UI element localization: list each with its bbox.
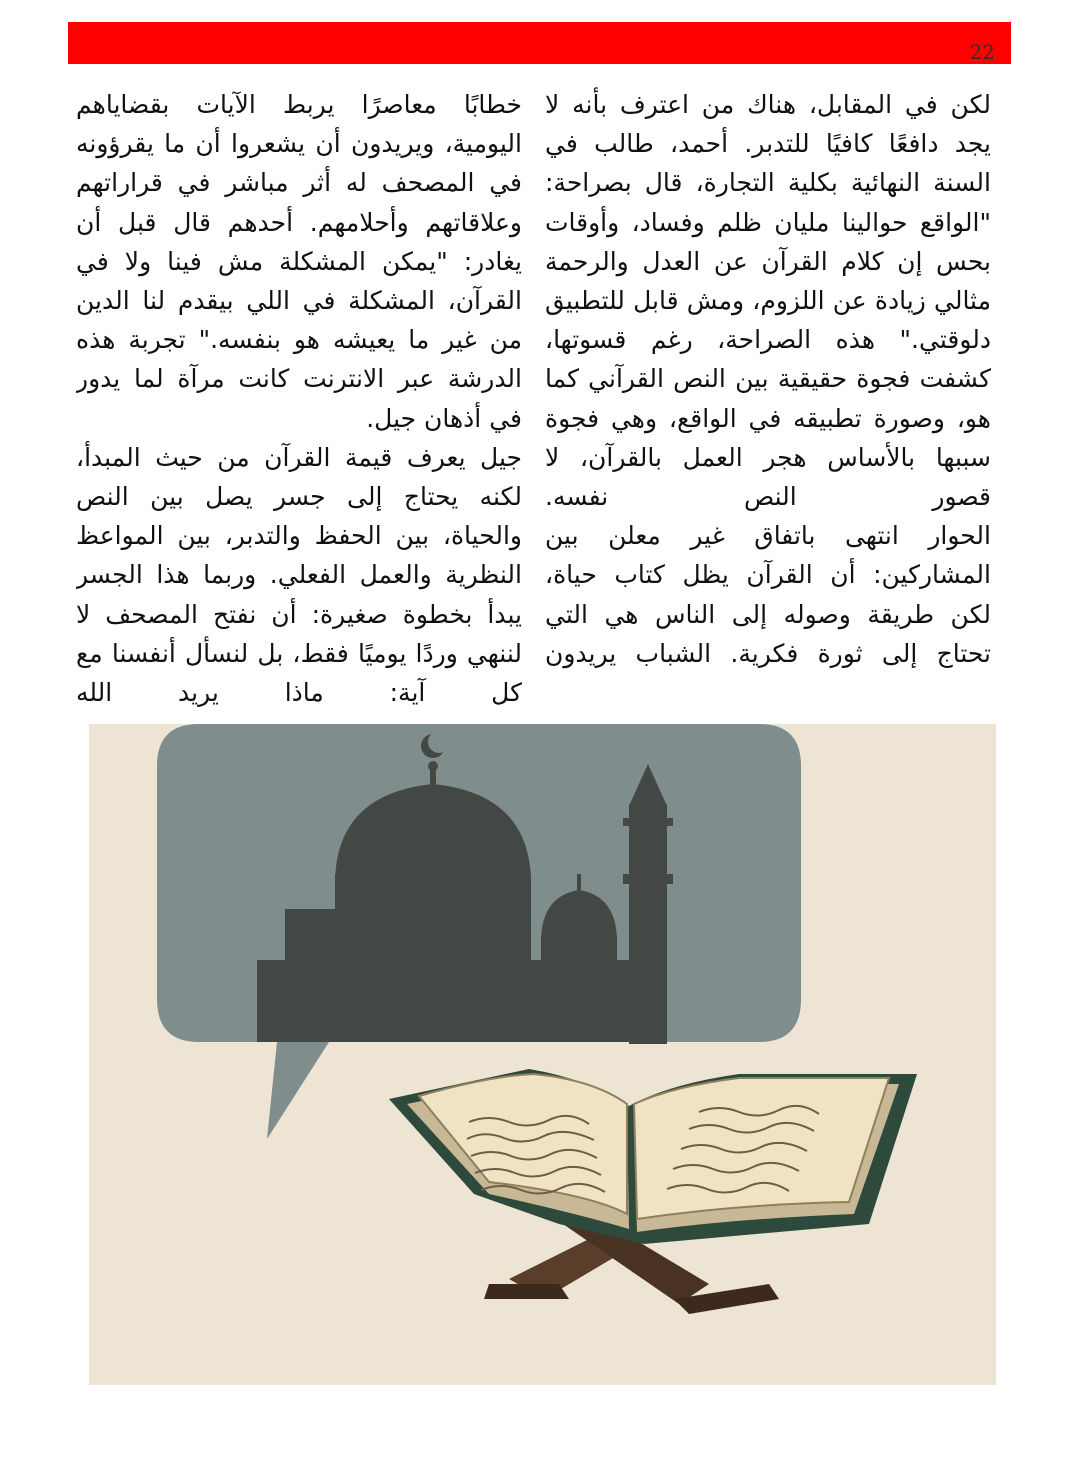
article-column-right (545, 85, 991, 715)
open-quran-book-icon (389, 1069, 917, 1244)
header-bar (68, 22, 1011, 64)
paragraph: لكن في المقابل، هناك من اعترف بأنه لا يجد دافعًا كافيًا للتدبر. أحمد، طالب في السنة النهائية بكلية التجارة، قال بصراحة: "الواقع حوالينا مليان ظلم وفساد، وأوقات بحس إن كلام القرآن عن العدل والرحمة مثالي زيادة عن اللزوم، ومش قابل للتطبيق دلوقتي." هذه الصراحة، رغم قسوتها، كشفت فجوة حقيقية بين النص القرآني كما هو، وصورة تطبيقه في الواقع، وهي فجوة سببها بالأساس هجر العمل بالقرآن، لا قصور النص نفسه. (545, 90, 991, 512)
quran-mosque-illustration (89, 724, 996, 1385)
paragraph: جيل يعرف قيمة القرآن من حيث المبدأ، لكنه يحتاج إلى جسر يصل بين النص والحياة، بين الحفظ والتدبر، بين المواعظ النظرية والعمل الفعلي. وربما هذا الجسر يبدأ بخطوة صغيرة: أن نفتح المصحف لا لننهي وردًا يوميًا فقط، بل لنسأل أنفسنا مع كل آية: ماذا يريد الله (76, 442, 522, 708)
paragraph: خطابًا معاصرًا يربط الآيات بقضاياهم اليومية، ويريدون أن يشعروا أن ما يقرؤونه في المصحف له أثر مباشر في قراراتهم وعلاقاتهم وأحلامهم. أحدهم قال قبل أن يغادر: "يمكن المشكلة مش فينا ولا في القرآن، المشكلة في اللي بيقدم لنا الدين من غير ما يعيشه هو بنفسه." تجربة هذه الدرشة عبر الانترنت كانت مرآة لما يدور في أذهان جيل. (76, 90, 522, 433)
page-number: 22 (969, 40, 995, 64)
paragraph: الحوار انتهى باتفاق غير معلن بين المشاركين: أن القرآن يظل كتاب حياة، لكن طريقة وصوله إلى الناس هي التي تحتاج إلى ثورة فكرية. الشباب يريدون (545, 521, 991, 668)
article-column-left (76, 85, 522, 715)
